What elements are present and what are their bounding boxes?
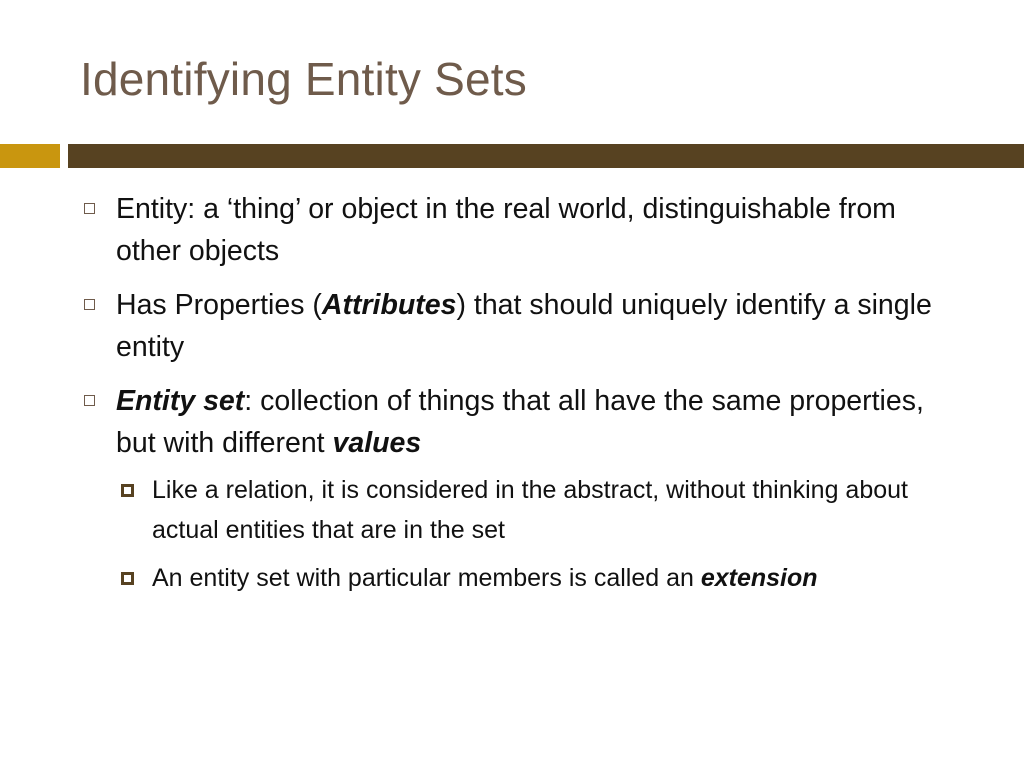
sub-bullet-text: Like a relation, it is considered in the abstract, without thinking about actual entities that are in the set [152, 476, 908, 544]
hollow-square-bullet-icon [84, 299, 95, 310]
bullet-item-entity-set [80, 380, 960, 464]
bullet-text-emphasis-values: values [332, 427, 422, 459]
sub-bullet-list [80, 470, 960, 598]
boxed-square-bullet-icon [121, 484, 134, 497]
bullet-item-properties [80, 284, 960, 368]
sub-bullet-item-extension [116, 558, 960, 598]
bullet-text-post: ) that should uniquely identify a single entity [116, 289, 932, 363]
boxed-square-bullet-icon [121, 572, 134, 585]
bullet-text: Entity: a ‘thing’ or object in the real world, distinguishable from other objects [116, 193, 896, 267]
sub-bullet-text: An entity set with particular members is called an [152, 564, 701, 592]
sub-bullet-item-abstract [116, 470, 960, 550]
bullet-item-entity [80, 188, 960, 272]
bullet-text-emphasis: Entity set [116, 385, 245, 417]
title-rule-bar [68, 144, 1024, 168]
accent-bar [0, 144, 60, 168]
bullet-text-emphasis: Attributes [321, 289, 457, 321]
slide-title: Identifying Entity Sets [80, 53, 527, 105]
hollow-square-bullet-icon [84, 395, 95, 406]
hollow-square-bullet-icon [84, 203, 95, 214]
slide-body [80, 188, 960, 606]
bullet-text-pre: Has Properties ( [116, 289, 322, 321]
sub-bullet-text-emphasis: extension [700, 564, 818, 592]
bullet-text-mid: : collection of things that all have the same properties, but with different [116, 385, 924, 459]
